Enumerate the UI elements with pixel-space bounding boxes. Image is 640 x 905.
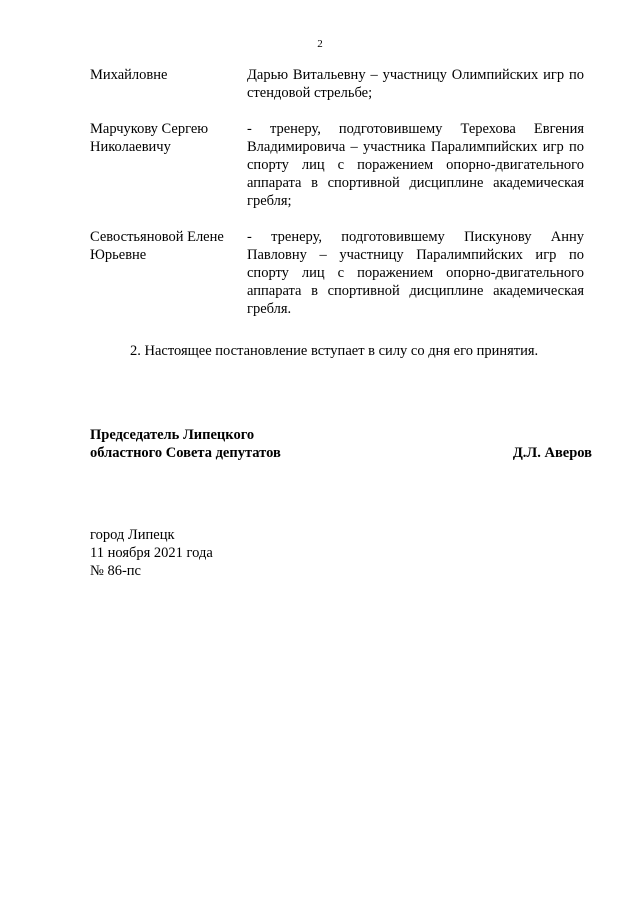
signatory-title-line-2: областного Совета депутатов [90,445,281,461]
recipient-description: Дарью Витальевну – участницу Олимпийских игр по стендовой стрельбе; [247,67,584,101]
recipient-name: Севостьяновой Елене Юрьевне [90,229,224,263]
recipient-name: Марчукову Сергею Николаевичу [90,121,209,155]
award-list [90,66,584,336]
city: город Липецк [90,527,175,543]
list-item [90,228,584,318]
recipient-description: - тренеру, подготовившему Терехова Евгения Владимировича – участника Паралимпийских игр по спорту лиц с поражением опорно-двигательного аппарата в спортивной дисциплине академическая гребля; [247,121,584,209]
signature-row [90,444,592,462]
signatory-title-line-1: Председатель Липецкого [90,427,255,443]
signatory-name: Д.Л. Аверов [512,445,592,461]
document-number: № 86-пс [90,563,141,579]
recipient-name: Михайловне [90,67,168,83]
recipient-description: - тренеру, подготовившему Пискунову Анну Павловну – участницу Паралимпийских игр по спорту лиц с поражением опорно-двигательного аппарата в спортивной дисциплине академическая гребля. [247,229,584,317]
document-date: 11 ноября 2021 года [90,545,213,561]
clause-paragraph: 2. Настоящее постановление вступает в силу со дня его принятия. [130,343,539,359]
signature-block [90,426,592,462]
page-number: 2 [317,38,323,50]
list-item [90,120,584,210]
document-footer [90,526,390,580]
list-item [90,66,584,102]
